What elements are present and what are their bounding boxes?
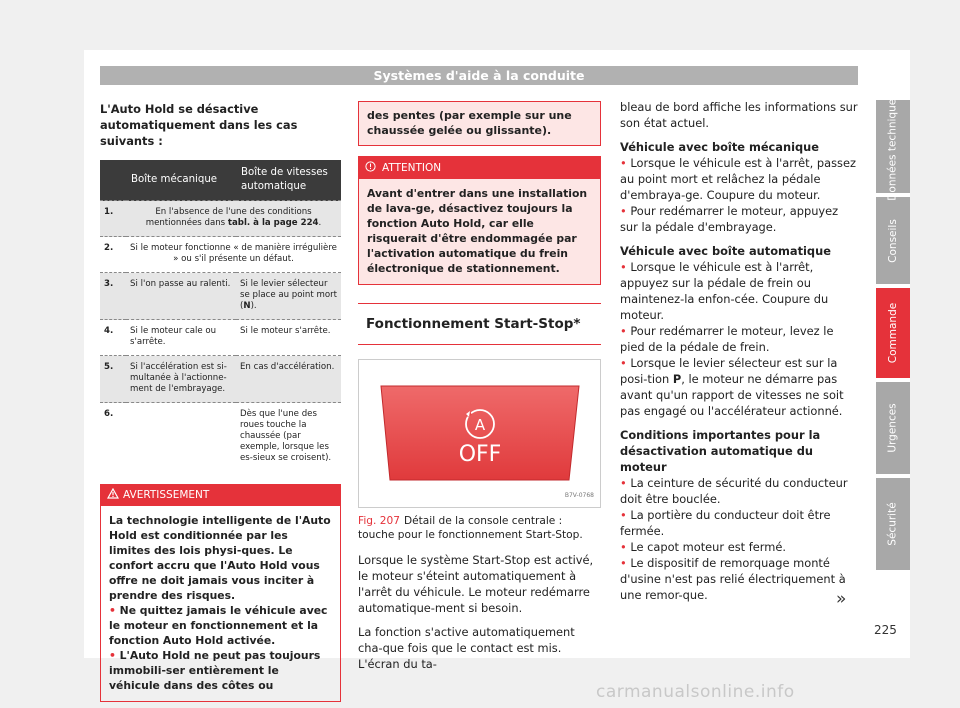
side-tabs [876, 92, 910, 574]
subheading: Véhicule avec boîte mécanique [620, 140, 819, 154]
table-ref-link[interactable]: tabl. à la page 224 [227, 218, 319, 228]
bullet-icon: • [620, 476, 627, 490]
warning-box [100, 484, 341, 702]
tab-urgences[interactable]: Urgences [876, 382, 910, 474]
warning-label: AVERTISSEMENT [123, 489, 210, 501]
bullet-icon: • [620, 204, 627, 218]
subheading: Conditions importantes pour la désactivation automatique du moteur [620, 428, 821, 474]
bullet-icon: • [109, 604, 116, 617]
page-number: 225 [874, 623, 897, 637]
warning-header [101, 485, 340, 506]
list-item: • La portière du conducteur doit être fermée. [620, 508, 831, 538]
column-right: bleau de bord affiche les informations sur son état actuel. Véhicule avec boîte mécanique • Lorsque le véhicule est à l'arrêt, passez au point mort et relâchez la pédale d'embraya-ge. Coupure du moteur. • Pour redémarrer le moteur, appuyez sur la pédale d'embrayage. Véhicule avec boîte automatique • Lorsque le véhicule est à l'arrêt, appuyez sur la pédale de frein ou maintenez-la enfon-cée. Coupure du moteur. • Pour redémarrer le moteur, levez le pied de la pédale de frein. • Lorsque le levier sélecteur est sur la posi-tion P, le moteur ne démarre pas avant qu'un rapport de vitesses ne soit pas engagé ou l'accélérateur actionné. Conditions importantes pour la désactivation automatique du moteur • La ceinture de sécurité du conducteur doit être bouclée. • La portière du conducteur doit être fermée. • Le capot moteur est fermé. • Le dispositif de remorquage monté d'usine n'est pas relié électriquement à une remor-que. [620, 100, 858, 602]
bullet-icon: • [620, 556, 627, 570]
figure-code: B7V-0768 [564, 491, 594, 499]
continue-arrows-icon: » [836, 589, 847, 609]
table-header-manual: Boîte mécanique [126, 160, 236, 201]
warning-bullet: • Ne quittez jamais le véhicule avec le moteur en fonctionnement et la fonction Auto Hold activée. [109, 604, 328, 647]
column-middle [358, 101, 601, 680]
attention-header [359, 157, 600, 179]
section-title: Fonctionnement Start-Stop* [358, 303, 601, 345]
table-row: 6. Dès que l'une des roues touche la chaussée (par exemple, lorsque les es-sieux se croisent). [100, 403, 341, 472]
tab-conseils[interactable]: Conseils [876, 197, 910, 284]
bullet-icon: • [109, 649, 116, 662]
start-stop-button-image [359, 360, 600, 507]
table-row: 4. Si le moteur cale ou s'arrête. Si le moteur s'arrête. [100, 320, 341, 356]
table-header-num [100, 160, 126, 201]
tab-commande[interactable]: Commande [876, 288, 910, 378]
bullet-icon: • [620, 508, 627, 522]
button-letter: A [474, 416, 486, 434]
button-text: OFF [458, 442, 502, 467]
bullet-icon: • [620, 156, 627, 170]
list-item: • Pour redémarrer le moteur, levez le pied de la pédale de frein. [620, 324, 834, 354]
table-row: 5. Si l'accélération est si-multanée à l'actionne-ment de l'embrayage. En cas d'accélération. [100, 356, 341, 403]
page-header: Systèmes d'aide à la conduite [100, 66, 858, 85]
table-row: 2. Si le moteur fonctionne « de manière irrégulière » ou s'il présente un défaut. [100, 237, 341, 273]
warning-triangle-icon [107, 488, 119, 499]
attention-label: ATTENTION [382, 162, 442, 174]
column-left [100, 101, 341, 702]
list-item: • Le capot moteur est fermé. [620, 540, 786, 554]
figure-caption: Fig. 207 Détail de la console centrale : touche pour le fonctionnement Start-Stop. [358, 515, 583, 541]
watermark-text: carmanualsonline.info [596, 682, 795, 702]
list-item: • Pour redémarrer le moteur, appuyez sur la pédale d'embrayage. [620, 204, 839, 234]
list-item: • La ceinture de sécurité du conducteur doit être bouclée. [620, 476, 848, 506]
bullet-icon: • [620, 260, 627, 274]
warning-text: La technologie intelligente de l'Auto Hold est conditionnée par les limites des lois physi-ques. Le confort accru que l'Auto Hold vous offre ne doit jamais vous inciter à prendre des risques. [109, 514, 331, 602]
bullet-icon: • [620, 540, 627, 554]
attention-text: Avant d'entrer dans une installation de lava-ge, désactivez toujours la fonction Auto Hold, car elle risquerait d'être endommagée par l'activation automatique du frein électronique de stationnement. [359, 179, 600, 284]
bullet-icon: • [620, 356, 627, 370]
table-header-auto: Boîte de vitesses automatique [236, 160, 341, 201]
tab-donnees-techniques[interactable]: Données techniques [876, 100, 910, 193]
warning-continuation: des pentes (par exemple sur une chaussée gelée ou glissante). [358, 101, 601, 146]
table-row: 3. Si l'on passe au ralenti. Si le levier sélecteur se place au point mort (N). [100, 273, 341, 320]
subheading: Véhicule avec boîte automatique [620, 244, 831, 258]
list-item: • Le dispositif de remorquage monté d'usine n'est pas relié électriquement à une remor-que. [620, 556, 846, 602]
info-circle-icon [365, 161, 376, 172]
auto-hold-table [100, 160, 341, 471]
intro-text: L'Auto Hold se désactive automatiquement dans les cas suivants : [100, 102, 298, 148]
figure-207 [358, 359, 601, 508]
table-row: 1. En l'absence de l'une des conditions mentionnées dans tabl. à la page 224. [100, 201, 341, 237]
warning-bullet: • L'Auto Hold ne peut pas toujours immobili-ser entièrement le véhicule dans des côtes ou [109, 649, 321, 692]
bullet-icon: • [620, 324, 627, 338]
list-item: • Lorsque le véhicule est à l'arrêt, passez au point mort et relâchez la pédale d'embraya-ge. Coupure du moteur. [620, 156, 856, 202]
tab-securite[interactable]: Sécurité [876, 478, 910, 570]
body-text: Lorsque le système Start-Stop est activé, le moteur s'éteint automatiquement à l'arrêt du véhicule. Le moteur redémarre automatique-ment si besoin. La fonction s'active automatiquement cha-que fois que le contact est mis. L'écran du ta- [358, 553, 594, 671]
list-item: • Lorsque le levier sélecteur est sur la posi-tion P, le moteur ne démarre pas avant qu'un rapport de vitesses ne soit pas engagé ou l'accélérateur actionné. [620, 356, 844, 418]
list-item: • Lorsque le véhicule est à l'arrêt, appuyez sur la pédale de frein ou maintenez-la enfon-cée. Coupure du moteur. [620, 260, 829, 322]
attention-box [358, 156, 601, 285]
